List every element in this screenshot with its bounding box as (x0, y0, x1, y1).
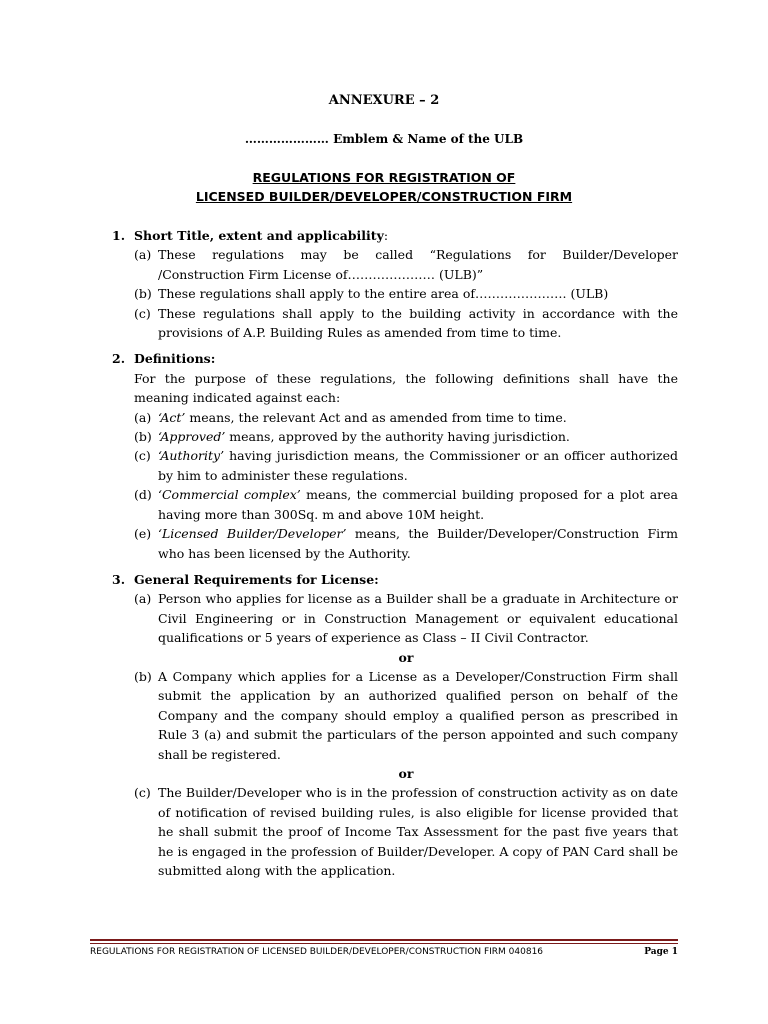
item-label: (b) (134, 429, 152, 445)
section-intro: For the purpose of these regulations, the following definitions shall have the meaning indicated against each: (134, 370, 678, 406)
list-item (112, 667, 678, 764)
list-item (112, 485, 678, 524)
list-item (112, 245, 678, 284)
section-title-suffix: : (383, 228, 389, 243)
list-item (112, 408, 678, 427)
section-title: Short Title, extent and applicability (134, 228, 384, 243)
item-text: These regulations shall apply to the building activity in accordance with the provisions of A.P. Building Rules as amended from time to time. (158, 305, 678, 341)
item-text: having jurisdiction means, the Commissioner or an officer authorized by him to administer these regulations. (158, 448, 678, 483)
list-item (112, 284, 678, 303)
section-title: Definitions: (134, 351, 216, 367)
item-text: means, the relevant Act and as amended from time to time. (185, 409, 567, 425)
item-text: Person who applies for license as a Builder shall be a graduate in Architecture or Civil Engineering or in Construction Management or equivalent educational qualifications or 5 years of experience as Class – II Civil Contractor. (158, 591, 678, 646)
footer-rule (90, 939, 678, 941)
list-item (112, 446, 678, 485)
list-item (112, 304, 678, 343)
item-text: means, the commercial building proposed for a plot area having more than 300Sq. m and above 10M height. (158, 487, 678, 522)
list-item (112, 783, 678, 880)
section-heading (112, 570, 678, 589)
item-text: These regulations shall apply to the entire area of…………………. (ULB) (158, 286, 609, 302)
footer-rule (90, 943, 678, 944)
item-label: (c) (134, 448, 151, 464)
item-text: The Builder/Developer who is in the profession of construction activity as on date of notification of revised building rules, is also eligible for license provided that he shall submit the proof of Income Tax Assessment for the past five years that he is engaged in the profession of Builder/Developer. A copy of PAN Card shall be submitted along with the application. (158, 785, 678, 878)
item-text: A Company which applies for a License as a Developer/Construction Firm shall submit the application by an authorized qualified person on behalf of the Company and the company should employ a qualified person as prescribed in Rule 3 (a) and submit the particulars of the person appointed and such company shall be registered. (158, 668, 678, 762)
item-text: means, the Builder/Developer/Construction Firm who has been licensed by the Authority. (158, 526, 679, 561)
item-text: These regulations may be called “Regulations for Builder/Developer /Construction Firm License of………………… (ULB)” (158, 247, 678, 282)
item-label: (c) (134, 785, 151, 801)
item-label: (a) (134, 409, 152, 425)
section-1 (112, 226, 678, 342)
page-number: Page 1 (644, 947, 678, 957)
section-3 (112, 570, 678, 881)
item-label: (b) (134, 286, 152, 302)
item-label: (e) (134, 526, 152, 542)
item-label: (a) (134, 591, 152, 607)
item-term: ‘Commercial complex’ (158, 487, 301, 503)
document-title-line1: REGULATIONS FOR REGISTRATION OF (252, 170, 516, 185)
section-heading (112, 226, 678, 245)
item-term: ‘Approved’ (158, 429, 226, 445)
emblem-line: ………………… Emblem & Name of the ULB (244, 132, 524, 146)
list-item (112, 427, 678, 446)
item-label: (a) (134, 247, 152, 263)
annexure-heading: ANNEXURE – 2 (328, 93, 440, 108)
section-number: 1. (112, 228, 126, 243)
section-2 (112, 349, 678, 562)
section-number: 2. (112, 351, 126, 367)
list-item (112, 524, 678, 563)
item-label: (c) (134, 305, 151, 321)
footer-title: REGULATIONS FOR REGISTRATION OF LICENSED BUILDER/DEVELOPER/CONSTRUCTION FIRM 040816 (90, 947, 544, 957)
item-term: ‘Licensed Builder/Developer’ (158, 526, 347, 542)
item-term: ‘Authority’ (158, 448, 225, 464)
section-title: General Requirements for License: (134, 571, 379, 587)
document-body (112, 226, 678, 880)
section-number: 3. (112, 571, 126, 587)
item-label: (b) (134, 668, 152, 684)
item-text: means, approved by the authority having jurisdiction. (225, 429, 570, 445)
document-title-line2: LICENSED BUILDER/DEVELOPER/CONSTRUCTION FIRM (195, 189, 573, 204)
list-item (112, 589, 678, 647)
item-label: (d) (134, 487, 152, 503)
section-heading (112, 349, 678, 368)
page-footer (90, 947, 678, 957)
item-term: ‘Act’ (158, 409, 186, 425)
or-separator: or (398, 765, 414, 781)
or-separator: or (398, 649, 414, 665)
